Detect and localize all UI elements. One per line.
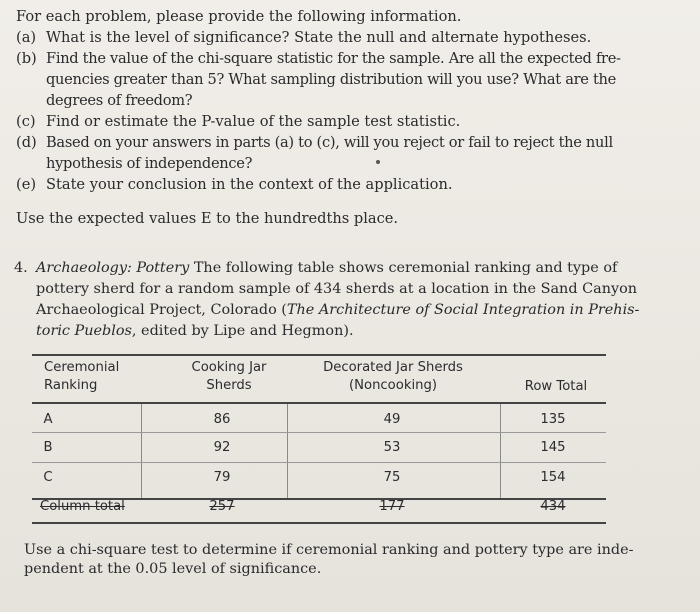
- problem-text: Archaeological Project, Colorado (: [36, 302, 287, 318]
- column-divider: [287, 404, 288, 500]
- source-title: The Architecture of Social Integration in Prehis-: [286, 302, 640, 318]
- column-divider: [141, 404, 142, 500]
- header-line: Ceremonial: [44, 360, 120, 375]
- item-line: Find or estimate the P-value of the sample test statistic.: [46, 113, 461, 130]
- problem-text: The following table shows ceremonial ranking and type of: [189, 260, 618, 276]
- instructions-heading: For each problem, please provide the following information.: [16, 8, 462, 25]
- header-cooking: [184, 359, 274, 395]
- instruction-item-b: [16, 48, 621, 111]
- header-decorated: [314, 359, 472, 395]
- item-line: Find the value of the chi-square statistic for the sample. Are all the expected fre-: [46, 50, 621, 67]
- item-letter: (e): [16, 176, 37, 193]
- header-line: Decorated Jar Sherds: [323, 360, 463, 375]
- header-rule: [32, 402, 606, 404]
- question-line: Use a chi-square test to determine if ceremonial ranking and pottery type are inde-: [24, 542, 634, 558]
- question-line: pendent at the 0.05 level of significance.: [24, 561, 322, 577]
- item-line: State your conclusion in the context of the application.: [46, 176, 453, 193]
- instruction-item-d: [16, 132, 621, 174]
- contingency-table: [32, 354, 606, 524]
- table-bottom-rule: [32, 522, 606, 524]
- item-line: What is the level of significance? State the null and alternate hypotheses.: [46, 29, 592, 46]
- ink-speck: [376, 160, 380, 164]
- row-b-cooking: 92: [213, 440, 231, 455]
- instruction-item-e: [16, 174, 621, 195]
- column-divider: [500, 404, 501, 500]
- item-line: Based on your answers in parts (a) to (c), will you reject or fail to reject the null: [46, 134, 613, 151]
- item-line: hypothesis of independence?: [46, 155, 253, 172]
- item-line: degrees of freedom?: [46, 92, 193, 109]
- column-total-label: Column total: [40, 499, 125, 514]
- problem-topic: Archaeology: Pottery: [36, 260, 190, 276]
- row-rule: [32, 432, 606, 433]
- row-c-total: 154: [540, 470, 566, 485]
- problem-number: 4.: [14, 260, 28, 276]
- column-total-cooking: 257: [209, 499, 235, 514]
- column-total-grand: 434: [540, 499, 566, 514]
- row-c-cooking: 79: [213, 470, 231, 485]
- row-a-decorated: 49: [383, 412, 401, 427]
- row-rule: [32, 462, 606, 463]
- problem-4: [14, 258, 639, 342]
- header-line: Cooking Jar: [191, 360, 267, 375]
- instruction-item-a: [16, 27, 621, 48]
- source-title: toric Pueblos: [36, 323, 132, 339]
- problem-line-1: [14, 258, 639, 279]
- row-c-rank: C: [43, 470, 53, 485]
- instruction-item-c: [16, 111, 621, 132]
- header-row-total: Row Total: [524, 379, 588, 394]
- item-letter: (a): [16, 29, 37, 46]
- header-line: (Noncooking): [349, 378, 437, 393]
- header-line: Sherds: [206, 378, 252, 393]
- row-c-decorated: 75: [383, 470, 401, 485]
- row-b-total: 145: [540, 440, 566, 455]
- column-total-decorated: 177: [379, 499, 405, 514]
- header-line: Ranking: [44, 378, 98, 393]
- row-a-rank: A: [43, 412, 53, 427]
- instructions: [16, 6, 621, 195]
- problem-line-3: [14, 300, 639, 321]
- row-a-cooking: 86: [213, 412, 231, 427]
- item-letter: (c): [16, 113, 36, 130]
- row-b-decorated: 53: [383, 440, 401, 455]
- problem-line-4: [14, 321, 639, 342]
- expected-values-note: Use the expected values E to the hundredths place.: [16, 210, 399, 227]
- table-top-rule: [32, 354, 606, 356]
- item-letter: (d): [16, 134, 37, 151]
- row-a-total: 135: [540, 412, 566, 427]
- item-letter: (b): [16, 50, 37, 67]
- problem-question: [24, 541, 633, 579]
- row-b-rank: B: [43, 440, 53, 455]
- problem-text: , edited by Lipe and Hegmon).: [131, 323, 354, 339]
- problem-line-2: pottery sherd for a random sample of 434 sherds at a location in the Sand Canyon: [36, 281, 638, 297]
- header-ranking: [44, 359, 119, 395]
- item-line: quencies greater than 5? What sampling distribution will you use? What are the: [46, 71, 616, 88]
